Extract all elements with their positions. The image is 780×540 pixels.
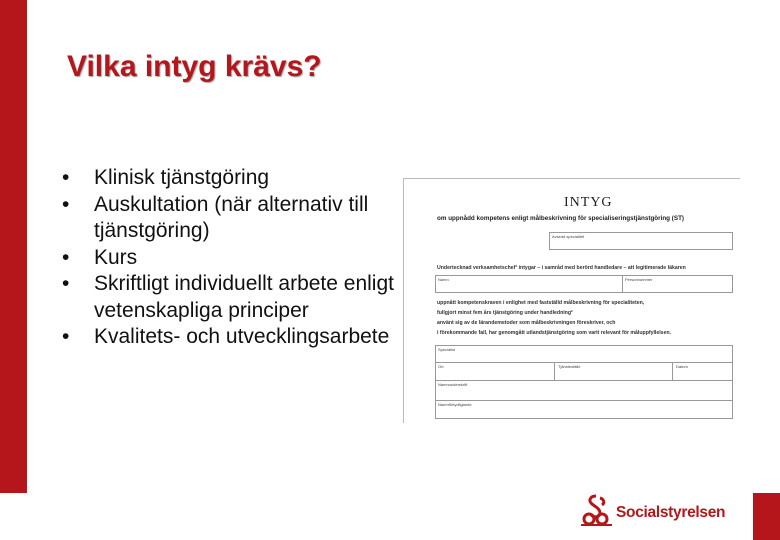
bullet-icon: • [62, 325, 70, 348]
bullet-item [62, 192, 402, 245]
tjanstestalle-field-label: Tjänsteställe [558, 364, 581, 369]
bullet-text: Skriftligt individuellt arbete enligt vetenskapliga principer [94, 272, 394, 322]
tjanstestalle-divider [672, 362, 673, 380]
bullet-text: Kvalitets- och utvecklingsarbete [94, 325, 390, 348]
datum-field-label: Datum [676, 364, 688, 369]
bullet-text: Auskultation (när alternativ till tjänstgöring) [94, 192, 369, 242]
document-subtitle: om uppnådd kompetens enligt målbeskrivning för specialiseringstjänstgöring (ST) [437, 215, 685, 222]
bullet-icon: • [62, 245, 70, 269]
bullet-item [62, 324, 402, 351]
socialstyrelsen-logo [580, 493, 740, 529]
namnunderskrift-field-label: Namnunderskrift [438, 382, 468, 387]
right-accent-bar [753, 493, 780, 540]
requirement-line-2: fullgjort minst fem års tjänstgöring under handledning² [437, 310, 573, 316]
specialty-field [549, 232, 733, 250]
signature-block-row-divider [436, 400, 732, 401]
name-row-divider [622, 276, 623, 292]
bullet-text: Klinisk tjänstgöring [94, 166, 270, 189]
bullet-item [62, 271, 402, 324]
signature-block [435, 345, 733, 419]
specialist-field-label: Specialist [438, 347, 456, 352]
bullet-item [62, 165, 402, 192]
ort-divider [554, 362, 555, 380]
bullet-icon: • [62, 192, 70, 216]
name-field-label: Namn [438, 277, 449, 282]
logo-wordmark: Socialstyrelsen [616, 504, 726, 521]
bullet-item [62, 245, 402, 272]
requirement-line-4: i förekommande fall, har genomgått utlandstjänstgöring som varit relevant för måluppfyllelsen. [437, 330, 672, 336]
socialstyrelsen-emblem-icon [580, 493, 614, 527]
bullet-icon: • [62, 166, 70, 189]
certificate-document-image [403, 178, 740, 423]
name-row [435, 275, 733, 293]
requirement-line-1: uppnått kompetenskraven i enlighet med fastställd målbeskrivning för specialiteten, [437, 300, 645, 306]
bullet-icon: • [62, 272, 70, 295]
bullet-list [62, 165, 402, 351]
personnummer-field-label: Personnummer [625, 277, 653, 282]
ort-field-label: Ort [438, 364, 444, 369]
signature-block-row-divider [436, 362, 732, 363]
specialty-field-label: Avsedd specialitet [552, 234, 585, 239]
undersigned-line: Undertecknad verksamhetschef¹ intygar – i samråd med berörd handledare – att legitimerade läkaren [437, 265, 686, 271]
bullet-text: Kurs [94, 245, 138, 269]
requirement-line-3: använt sig av de lärandemetoder som målbeskrivningen föreskriver, och [437, 320, 616, 326]
document-title: INTYG [564, 195, 613, 210]
namnfortydligande-field-label: Namnförtydligande [438, 402, 472, 407]
left-accent-bar [0, 0, 27, 493]
signature-block-row-divider [436, 380, 732, 381]
slide-title: Vilka intyg krävs? [67, 50, 322, 83]
